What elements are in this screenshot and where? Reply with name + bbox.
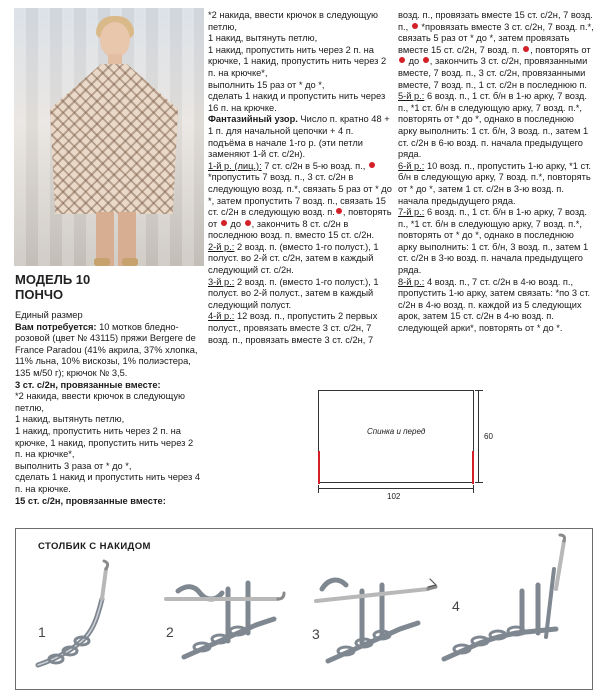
instruction-line: *2 накида, ввести крючок в следующую петлю,: [208, 10, 378, 32]
red-dot-marker: [245, 220, 251, 226]
step-1-illustration: [38, 561, 108, 665]
instruction-line: 1 накид, вытянуть петлю,: [15, 414, 125, 425]
materials-text: 10 мотков бледно-розовой (цвет № 43115) пряжи Bergere de France Paradou (41% акрила, 37% хлопка, 11% льна, 10% вискозы, 1% полиэстера, 135 м/50 г); крючок № 3,5.: [15, 321, 198, 378]
right-column: [398, 10, 594, 335]
fancy-pattern-text: Число п. кратно 48 + 1 п. для начальной цепочки + 4 п. подъёма в начале 1-го р. (эти петли заменяют 1-й ст. с/2н).: [208, 114, 390, 160]
red-dot-marker: [412, 23, 418, 29]
instruction-line: 1 накид, вытянуть петлю,: [208, 33, 318, 44]
red-dot-marker: [221, 220, 227, 226]
photo-shoe-right: [122, 258, 138, 266]
schema-width-label: 102: [387, 492, 401, 501]
row-label: 8-й р.:: [398, 276, 425, 287]
step-3-illustration: [316, 579, 436, 661]
model-name: ПОНЧО: [15, 287, 64, 302]
row-6: 6-й р.: 10 возд. п., пропустить 1-ю арку, *1 ст. б/н в следующую арку, 7 возд. п.*, повторять от * до *, затем 1 ст. с/2н в 3-ю возд. п. начала предыдущего ряда.: [398, 160, 592, 206]
step-number: 1: [38, 624, 46, 640]
row-2: 2-й р.: 2 возд. п. (вместо 1-го полуст.), 1 полуст. во 2-й ст. с/2н, затем в каждый следующий ст. с/2н.: [208, 241, 379, 276]
row-4: 4-й р.: 12 возд. п., пропустить 2 первых полуст., провязать вместе 3 ст. с/2н, 7 возд. п., провязать вместе 3 ст. с/2н, 7: [208, 311, 378, 345]
red-dot-marker: [399, 57, 405, 63]
row-8: 8-й р.: 4 возд. п., 7 ст. с/2н в 4-ю возд. п., пропустить 1-ю арку, затем связать: *по 3 ст. с/2н в 4-ю возд. п. каждой из 5 следующих арок, затем 15 ст. с/2н в 4-ю возд. п. следующей арки*, повторять от * до *.: [398, 276, 591, 334]
stitch-diagram-svg: [16, 529, 594, 691]
model-number: МОДЕЛЬ 10: [15, 272, 91, 287]
schema-label: Спинка и перед: [367, 427, 426, 436]
red-dot-marker: [423, 57, 429, 63]
schema-height-label: 60: [484, 432, 493, 441]
row-1: 1-й р. (лиц.): 7 ст. с/2н в 5-ю возд. п., *пропустить 7 возд. п., 3 ст. с/2н в следующую возд. п.*, связать 5 раз от * до *, затем пропустить 7 возд. п., связать 15 ст. с/2н в следующую возд. п. , повторять от до , закончить 8 ст. с/2н в последнюю возд. п. вместо 15 ст. с/2н.: [208, 160, 392, 241]
schema-red-mark-left: [318, 451, 320, 484]
row-label: 2-й р.:: [208, 241, 235, 252]
section-heading-3dc: 3 ст. с/2н, провязанные вместе:: [15, 379, 161, 390]
fancy-pattern-paragraph: [208, 114, 392, 160]
pattern-schema: [318, 390, 474, 483]
instruction-line: сделать 1 накид и пропустить нить через 16 п. на крючке.: [208, 91, 386, 113]
row-label: 1-й р. (лиц.):: [208, 160, 262, 171]
row-4-continued: возд. п., провязать вместе 15 ст. с/2н, 7 возд. п., *провязать вместе 3 ст. с/2н, 7 возд. п.*, связать 5 раз от * до *, затем провязать вместе 15 ст. с/2н, 7 возд. п. , повторять от до , закончить 3 ст. с/2н, провязанными вместе, 7 возд. п., 3 ст. с/2н, провязанными вместе, 7 возд. п., 1 ст. с/2н в последнюю п.: [398, 10, 594, 90]
row-label: 5-й р.:: [398, 91, 425, 102]
red-dot-marker: [369, 162, 375, 168]
instruction-line: сделать 1 накид и пропустить нить через 4 п. на крючке.: [15, 472, 201, 494]
row-5: 5-й р.: 6 возд. п., 1 ст. б/н в 1-ю арку, 7 возд. п., *1 ст. б/н в следующую арку, 7 возд. п.*, повторять от * до *, однако в последнюю арку выполнить: 1 ст. б/н, 3 возд. п., затем 1 ст. с/2н в 6-ю возд. п. начала предыдущего ряда.: [398, 91, 589, 160]
photo-shoe-left: [94, 258, 110, 266]
schema-height-dimension: [478, 390, 479, 483]
stitch-diagram: [15, 528, 593, 690]
instruction-line: 1 накид, пропустить нить через 2 п. на крючке, 1 накид, пропустить нить через 2 п. на крючке*,: [208, 44, 387, 78]
step-number: 4: [452, 598, 460, 614]
row-3: 3-й р.: 2 возд. п. (вместо 1-го полуст.), 1 полуст. во 2-й полуст., затем в каждый следующий полуст.: [208, 276, 379, 310]
section-heading-15dc: 15 ст. с/2н, провязанные вместе:: [15, 495, 166, 506]
step-4-illustration: [444, 535, 565, 659]
row-label: 4-й р.:: [208, 311, 235, 322]
left-column: [15, 310, 203, 507]
instruction-line: *2 накида, ввести крючок в следующую петлю,: [15, 391, 185, 413]
step-number: 2: [166, 624, 174, 640]
red-dot-marker: [336, 208, 342, 214]
instruction-line: 1 накид, пропустить нить через 2 п. на крючке, 1 накид, пропустить нить через 2 п. на крючке*,: [15, 425, 194, 460]
size-text: Единый размер: [15, 310, 83, 320]
materials-label: Вам потребуется:: [15, 321, 97, 332]
diagram-title: СТОЛБИК С НАКИДОМ: [38, 541, 151, 552]
model-photo: [14, 8, 204, 266]
materials-paragraph: [15, 322, 203, 380]
row-label: 7-й р.:: [398, 207, 425, 218]
fancy-pattern-label: Фантазийный узор.: [208, 114, 298, 125]
instruction-line: выполнить 3 раза от * до *,: [15, 460, 132, 471]
row-7: 7-й р.: 6 возд. п., 1 ст. б/н в 1-ю арку, 7 возд. п., *1 ст. б/н в следующую арку, 7 возд. п.*, повторять от * до *, однако в последнюю арку выполнить: 1 ст. б/н, 3 возд. п., затем 1 ст. с/2н в 3-ю возд. п. начала предыдущего ряда.: [398, 207, 589, 276]
middle-column: [208, 10, 392, 346]
step-2-illustration: [166, 583, 284, 657]
model-title: [15, 272, 90, 302]
row-label: 6-й р.:: [398, 160, 425, 171]
red-dot-marker: [523, 46, 529, 52]
step-number: 3: [312, 626, 320, 642]
instruction-line: выполнить 15 раз от * до *,: [208, 79, 325, 90]
schema-width-dimension: [318, 488, 474, 489]
photo-face: [100, 22, 130, 58]
schema-red-mark-right: [472, 451, 474, 484]
row-label: 3-й р.:: [208, 276, 235, 287]
